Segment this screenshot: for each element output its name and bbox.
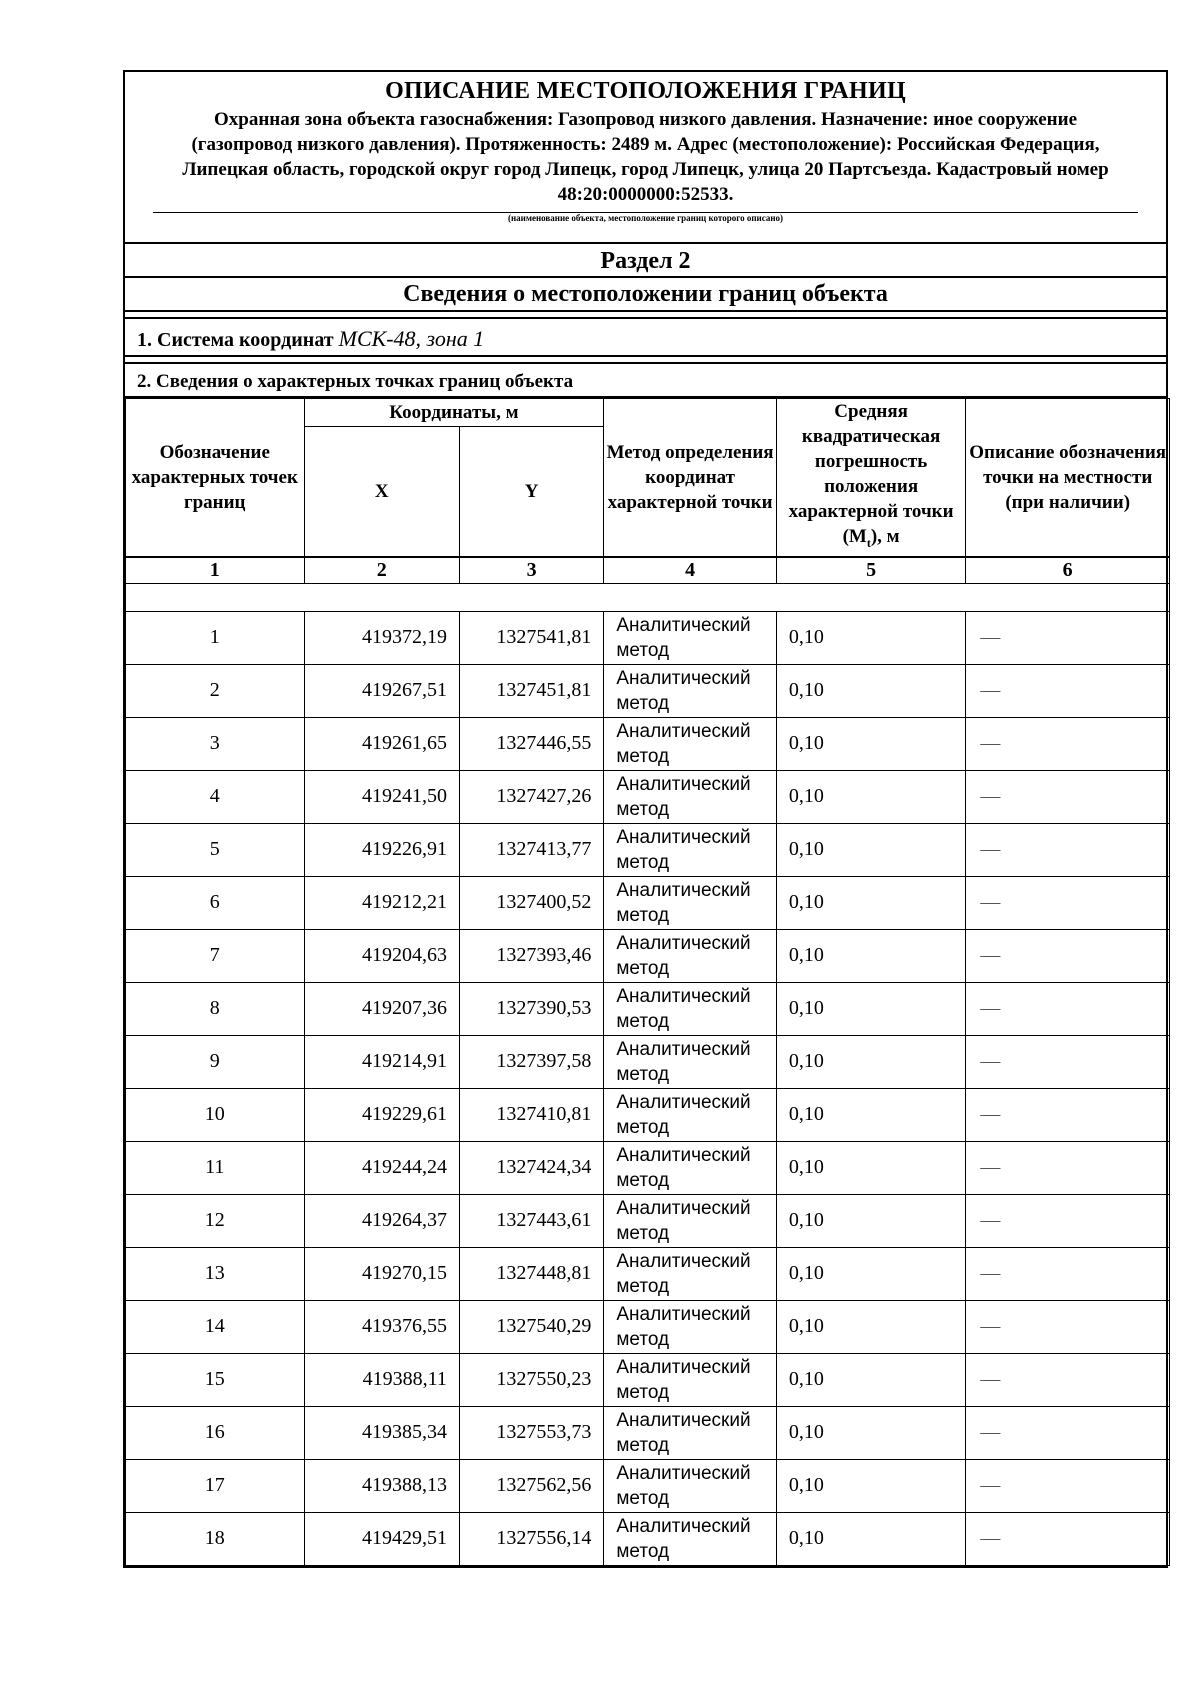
error-value-cell: 0,10 bbox=[776, 876, 966, 929]
col-header-point: Обозначение характерных точек границ bbox=[126, 399, 305, 557]
error-value-cell: 0,10 bbox=[776, 823, 966, 876]
blank-row bbox=[126, 583, 1170, 611]
error-value-cell: 0,10 bbox=[776, 1459, 966, 1512]
table-row bbox=[126, 1247, 1170, 1300]
coord-x-cell: 419241,50 bbox=[304, 770, 459, 823]
error-value-cell: 0,10 bbox=[776, 929, 966, 982]
method-cell: Аналитический метод bbox=[604, 1194, 776, 1247]
method-cell: Аналитический метод bbox=[604, 1035, 776, 1088]
object-description: Охранная зона объекта газоснабжения: Газопровод низкого давления. Назначение: иное сооружение (газопровод низкого давления). Протяженность: 2489 м. Адрес (местоположение): Российская Федерация, Липецкая область, городской округ город Липецк, город Липецк, улица 20 Партсъезда. Кадастровый номер 48:20:0000000:52533. bbox=[182, 109, 1109, 205]
table-row bbox=[126, 1406, 1170, 1459]
table-row bbox=[126, 770, 1170, 823]
points-section-header: 2. Сведения о характерных точках границ объекта bbox=[123, 362, 1168, 398]
col-header-error-tail: ), м bbox=[870, 526, 900, 547]
method-cell: Аналитический метод bbox=[604, 717, 776, 770]
coord-x-cell: 419429,51 bbox=[304, 1512, 459, 1565]
coord-x-cell: 419214,91 bbox=[304, 1035, 459, 1088]
table-row bbox=[126, 1194, 1170, 1247]
description-cell: — bbox=[966, 1088, 1170, 1141]
description-cell: — bbox=[966, 611, 1170, 664]
document-title: ОПИСАНИЕ МЕСТОПОЛОЖЕНИЯ ГРАНИЦ bbox=[385, 78, 906, 104]
coord-x-cell: 419372,19 bbox=[304, 611, 459, 664]
column-number: 2 bbox=[304, 557, 459, 584]
coord-y-cell: 1327540,29 bbox=[459, 1300, 603, 1353]
description-cell: — bbox=[966, 770, 1170, 823]
method-cell: Аналитический метод bbox=[604, 1353, 776, 1406]
error-value-cell: 0,10 bbox=[776, 1247, 966, 1300]
coord-y-cell: 1327424,34 bbox=[459, 1141, 603, 1194]
method-cell: Аналитический метод bbox=[604, 929, 776, 982]
coord-y-cell: 1327427,26 bbox=[459, 770, 603, 823]
method-cell: Аналитический метод bbox=[604, 1141, 776, 1194]
error-value-cell: 0,10 bbox=[776, 1300, 966, 1353]
column-number: 5 bbox=[776, 557, 966, 584]
description-cell: — bbox=[966, 1194, 1170, 1247]
error-value-cell: 0,10 bbox=[776, 611, 966, 664]
coord-x-cell: 419207,36 bbox=[304, 982, 459, 1035]
coord-x-cell: 419226,91 bbox=[304, 823, 459, 876]
method-cell: Аналитический метод bbox=[604, 876, 776, 929]
coordinate-system-row bbox=[123, 317, 1168, 357]
point-number-cell: 12 bbox=[126, 1194, 305, 1247]
col-header-error bbox=[776, 399, 966, 557]
coord-y-cell: 1327390,53 bbox=[459, 982, 603, 1035]
description-cell: — bbox=[966, 664, 1170, 717]
table-row bbox=[126, 1459, 1170, 1512]
coord-x-cell: 419229,61 bbox=[304, 1088, 459, 1141]
table-row bbox=[126, 1035, 1170, 1088]
col-header-y: Y bbox=[459, 427, 603, 557]
coord-y-cell: 1327400,52 bbox=[459, 876, 603, 929]
method-cell: Аналитический метод bbox=[604, 1247, 776, 1300]
coord-y-cell: 1327451,81 bbox=[459, 664, 603, 717]
method-cell: Аналитический метод bbox=[604, 1088, 776, 1141]
description-cell: — bbox=[966, 1247, 1170, 1300]
table-row bbox=[126, 1512, 1170, 1565]
col-header-method: Метод определения координат характерной точки bbox=[604, 399, 776, 557]
table-row bbox=[126, 1088, 1170, 1141]
point-number-cell: 16 bbox=[126, 1406, 305, 1459]
col-header-error-sub: t bbox=[866, 535, 871, 550]
point-number-cell: 14 bbox=[126, 1300, 305, 1353]
error-value-cell: 0,10 bbox=[776, 664, 966, 717]
points-table-body bbox=[126, 611, 1170, 1565]
points-table-wrapper bbox=[123, 398, 1168, 1568]
description-cell: — bbox=[966, 1300, 1170, 1353]
coordinate-system-label: 1. Система координат bbox=[137, 329, 334, 351]
table-row bbox=[126, 929, 1170, 982]
coord-x-cell: 419388,11 bbox=[304, 1353, 459, 1406]
method-cell: Аналитический метод bbox=[604, 982, 776, 1035]
description-cell: — bbox=[966, 1512, 1170, 1565]
description-cell: — bbox=[966, 876, 1170, 929]
method-cell: Аналитический метод bbox=[604, 1406, 776, 1459]
column-number-row bbox=[126, 557, 1170, 584]
coord-x-cell: 419204,63 bbox=[304, 929, 459, 982]
description-cell: — bbox=[966, 717, 1170, 770]
title-caption: (наименование объекта, местоположение границ которого описано) bbox=[507, 213, 784, 223]
point-number-cell: 13 bbox=[126, 1247, 305, 1300]
table-row bbox=[126, 1300, 1170, 1353]
description-cell: — bbox=[966, 1459, 1170, 1512]
table-row bbox=[126, 664, 1170, 717]
coord-x-cell: 419376,55 bbox=[304, 1300, 459, 1353]
section-label: Раздел 2 bbox=[123, 244, 1168, 278]
point-number-cell: 7 bbox=[126, 929, 305, 982]
description-cell: — bbox=[966, 982, 1170, 1035]
coord-x-cell: 419261,65 bbox=[304, 717, 459, 770]
coord-y-cell: 1327410,81 bbox=[459, 1088, 603, 1141]
method-cell: Аналитический метод bbox=[604, 664, 776, 717]
coord-y-cell: 1327413,77 bbox=[459, 823, 603, 876]
coord-y-cell: 1327541,81 bbox=[459, 611, 603, 664]
table-row bbox=[126, 1353, 1170, 1406]
method-cell: Аналитический метод bbox=[604, 770, 776, 823]
error-value-cell: 0,10 bbox=[776, 770, 966, 823]
point-number-cell: 15 bbox=[126, 1353, 305, 1406]
coord-x-cell: 419212,21 bbox=[304, 876, 459, 929]
coordinate-system-value: МСК-48, зона 1 bbox=[338, 326, 485, 351]
point-number-cell: 6 bbox=[126, 876, 305, 929]
column-number: 4 bbox=[604, 557, 776, 584]
error-value-cell: 0,10 bbox=[776, 1035, 966, 1088]
error-value-cell: 0,10 bbox=[776, 1194, 966, 1247]
blank-cell bbox=[126, 583, 1170, 611]
column-number: 6 bbox=[966, 557, 1170, 584]
table-row bbox=[126, 876, 1170, 929]
coord-y-cell: 1327393,46 bbox=[459, 929, 603, 982]
error-value-cell: 0,10 bbox=[776, 1088, 966, 1141]
point-number-cell: 3 bbox=[126, 717, 305, 770]
method-cell: Аналитический метод bbox=[604, 1300, 776, 1353]
description-cell: — bbox=[966, 1141, 1170, 1194]
description-cell: — bbox=[966, 1035, 1170, 1088]
coord-y-cell: 1327556,14 bbox=[459, 1512, 603, 1565]
coord-x-cell: 419264,37 bbox=[304, 1194, 459, 1247]
point-number-cell: 18 bbox=[126, 1512, 305, 1565]
error-value-cell: 0,10 bbox=[776, 1512, 966, 1565]
table-row bbox=[126, 823, 1170, 876]
method-cell: Аналитический метод bbox=[604, 611, 776, 664]
points-table bbox=[125, 398, 1170, 1566]
point-number-cell: 4 bbox=[126, 770, 305, 823]
error-value-cell: 0,10 bbox=[776, 1353, 966, 1406]
coord-x-cell: 419385,34 bbox=[304, 1406, 459, 1459]
document-sheet bbox=[123, 70, 1168, 1568]
coord-y-cell: 1327448,81 bbox=[459, 1247, 603, 1300]
description-cell: — bbox=[966, 929, 1170, 982]
method-cell: Аналитический метод bbox=[604, 1459, 776, 1512]
point-number-cell: 8 bbox=[126, 982, 305, 1035]
error-value-cell: 0,10 bbox=[776, 717, 966, 770]
col-header-error-text: Средняя квадратическая погрешность положения характерной точки (M bbox=[788, 401, 954, 547]
title-block bbox=[123, 70, 1168, 244]
coord-x-cell: 419388,13 bbox=[304, 1459, 459, 1512]
error-value-cell: 0,10 bbox=[776, 1406, 966, 1459]
coord-x-cell: 419270,15 bbox=[304, 1247, 459, 1300]
coord-y-cell: 1327397,58 bbox=[459, 1035, 603, 1088]
method-cell: Аналитический метод bbox=[604, 823, 776, 876]
point-number-cell: 10 bbox=[126, 1088, 305, 1141]
col-header-description: Описание обозначения точки на местности (при наличии) bbox=[966, 399, 1170, 557]
coord-y-cell: 1327443,61 bbox=[459, 1194, 603, 1247]
table-row bbox=[126, 982, 1170, 1035]
point-number-cell: 11 bbox=[126, 1141, 305, 1194]
description-cell: — bbox=[966, 1353, 1170, 1406]
coord-x-cell: 419244,24 bbox=[304, 1141, 459, 1194]
column-number: 1 bbox=[126, 557, 305, 584]
point-number-cell: 9 bbox=[126, 1035, 305, 1088]
coord-y-cell: 1327553,73 bbox=[459, 1406, 603, 1459]
section-title: Сведения о местоположении границ объекта bbox=[123, 278, 1168, 312]
point-number-cell: 17 bbox=[126, 1459, 305, 1512]
col-header-coords: Координаты, м bbox=[304, 399, 604, 427]
point-number-cell: 5 bbox=[126, 823, 305, 876]
description-cell: — bbox=[966, 823, 1170, 876]
coord-x-cell: 419267,51 bbox=[304, 664, 459, 717]
point-number-cell: 2 bbox=[126, 664, 305, 717]
table-row bbox=[126, 717, 1170, 770]
column-number: 3 bbox=[459, 557, 603, 584]
error-value-cell: 0,10 bbox=[776, 1141, 966, 1194]
error-value-cell: 0,10 bbox=[776, 982, 966, 1035]
table-row bbox=[126, 611, 1170, 664]
coord-y-cell: 1327562,56 bbox=[459, 1459, 603, 1512]
table-row bbox=[126, 1141, 1170, 1194]
col-header-x: X bbox=[304, 427, 459, 557]
description-cell: — bbox=[966, 1406, 1170, 1459]
coord-y-cell: 1327446,55 bbox=[459, 717, 603, 770]
point-number-cell: 1 bbox=[126, 611, 305, 664]
method-cell: Аналитический метод bbox=[604, 1512, 776, 1565]
coord-y-cell: 1327550,23 bbox=[459, 1353, 603, 1406]
